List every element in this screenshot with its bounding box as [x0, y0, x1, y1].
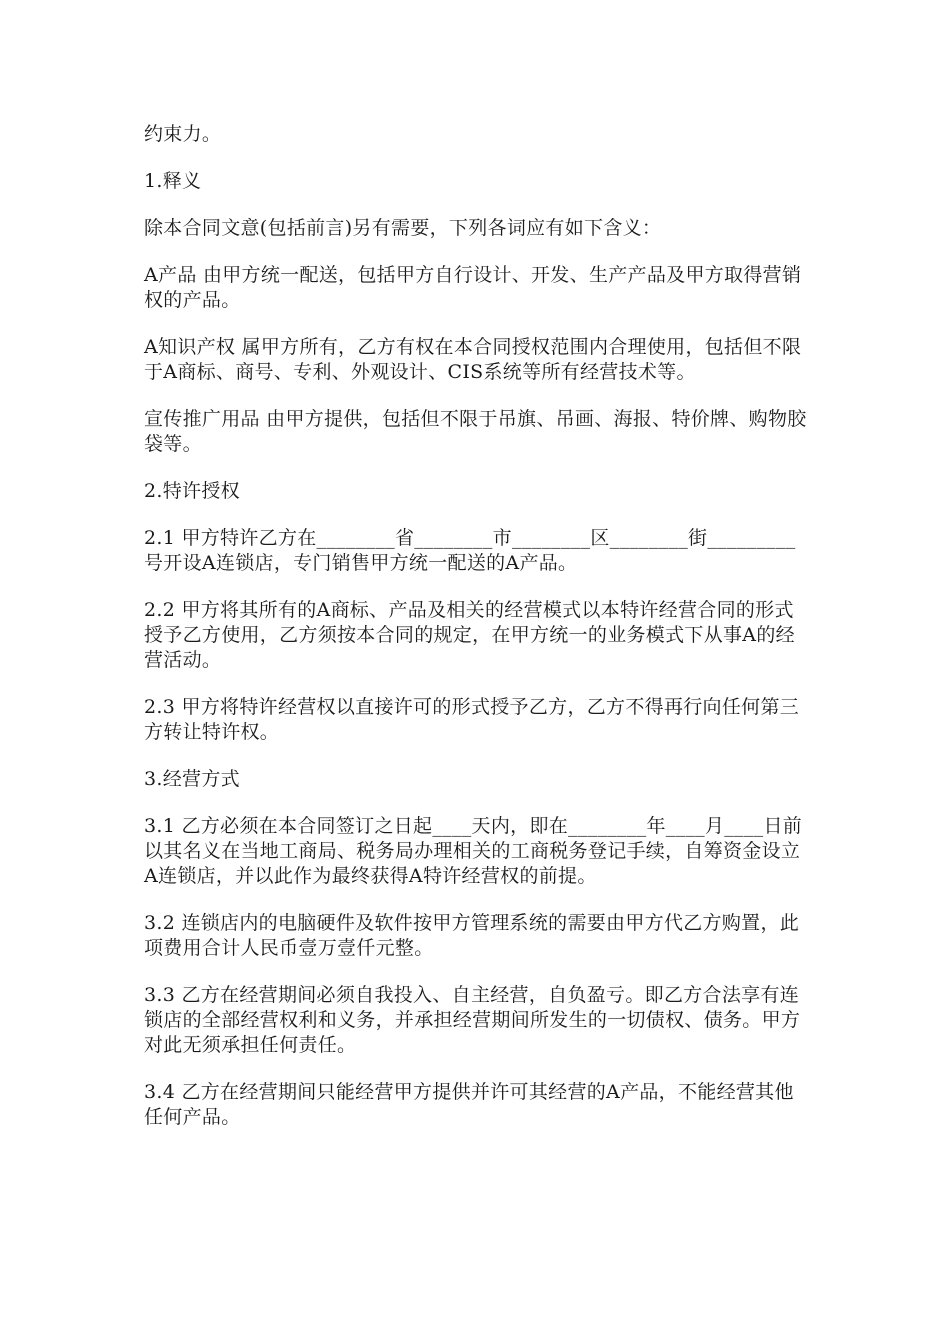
section-heading-definitions: 1.释义	[144, 170, 202, 192]
clause-2-2: 2.2 甲方将其所有的A商标、产品及相关的经营模式以本特许经营合同的形式授予乙方使用，乙方须按本合同的规定，在甲方统一的业务模式下从事A的经营活动。	[144, 599, 795, 671]
clause-3-4: 3.4 乙方在经营期间只能经营甲方提供并许可其经营的A产品，不能经营其他任何产品。	[144, 1081, 794, 1128]
section-heading-operation-mode: 3.经营方式	[144, 768, 240, 790]
paragraph-definitions-intro: 除本合同文意(包括前言)另有需要，下列各词应有如下含义：	[144, 217, 662, 239]
paragraph-fragment-binding-force: 约束力。	[144, 123, 222, 145]
document-page	[144, 122, 808, 1152]
clause-3-3: 3.3 乙方在经营期间必须自我投入、自主经营，自负盈亏。即乙方合法享有连锁店的全部经营权利和义务，并承担经营期间所发生的一切债权、债务。甲方对此无须承担任何责任。	[144, 984, 801, 1056]
clause-3-1: 3.1 乙方必须在本合同签订之日起____天内，即在________年____月____日前以其名义在当地工商局、税务局办理相关的工商税务登记手续，自筹资金设立A连锁店，并以此作为最终获得A特许经营权的前提。	[144, 815, 803, 887]
clause-2-1: 2.1 甲方特许乙方在________省________市________区________街_________号开设A连锁店，专门销售甲方统一配送的A产品。	[144, 527, 796, 574]
clause-2-3: 2.3 甲方将特许经营权以直接许可的形式授予乙方，乙方不得再行向任何第三方转让特许权。	[144, 696, 800, 743]
paragraph-definition-products: A产品 由甲方统一配送，包括甲方自行设计、开发、生产产品及甲方取得营销权的产品。	[144, 264, 802, 311]
paragraph-definition-promo: 宣传推广用品 由甲方提供，包括但不限于吊旗、吊画、海报、特价牌、购物胶袋等。	[144, 408, 807, 455]
paragraph-definition-ip: A知识产权 属甲方所有，乙方有权在本合同授权范围内合理使用，包括但不限于A商标、商号、专利、外观设计、CIS系统等所有经营技术等。	[144, 336, 802, 383]
section-heading-franchise-grant: 2.特许授权	[144, 480, 240, 502]
clause-3-2: 3.2 连锁店内的电脑硬件及软件按甲方管理系统的需要由甲方代乙方购置，此项费用合计人民币壹万壹仟元整。	[144, 912, 800, 959]
